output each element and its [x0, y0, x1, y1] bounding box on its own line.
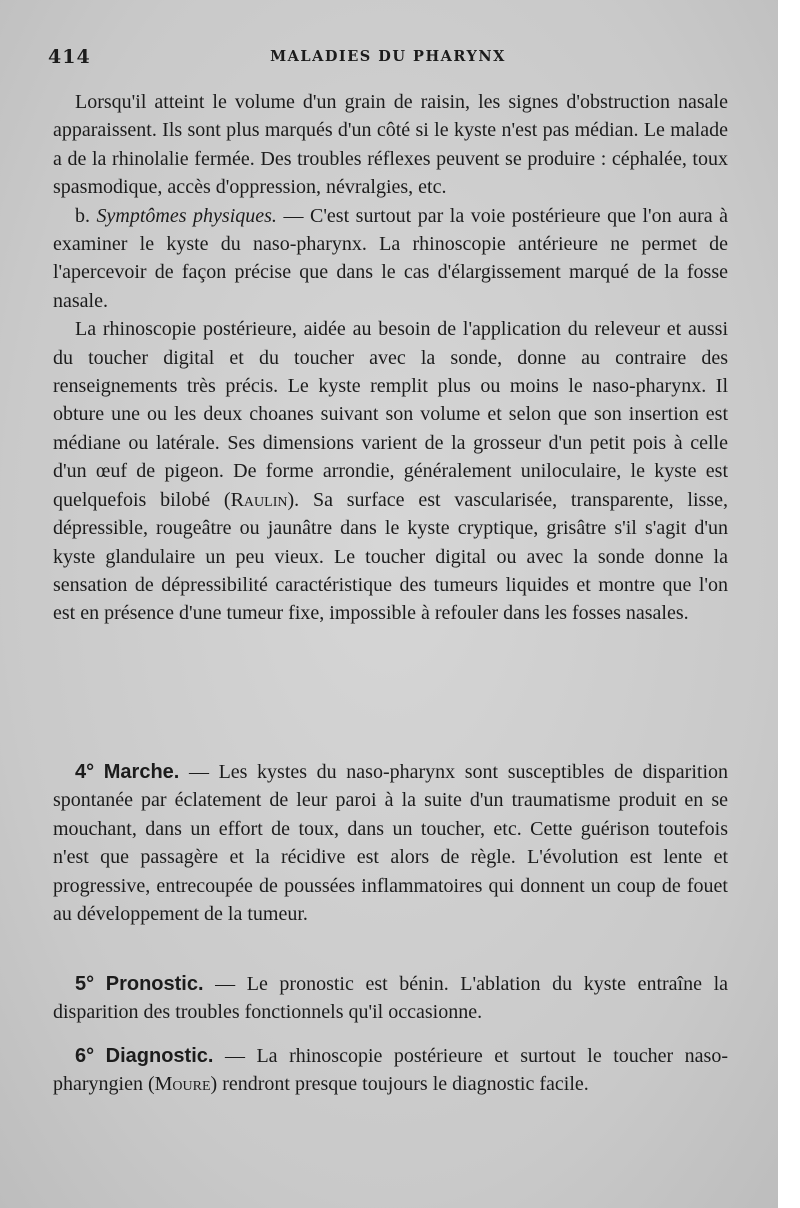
section-title: Diagnostic. [105, 1045, 214, 1067]
section-title: Pronostic. [105, 973, 204, 995]
page-number: 414 [48, 46, 91, 68]
section-text: — Le pronostic est bénin. L'ablation du kyste entraîne la disparition des troubles fonctionnels qu'il occasionne. [53, 973, 729, 1024]
paragraph-obstruction: Lorsqu'il atteint le volume d'un grain de raisin, les signes d'obstruction nasale apparaissent. Ils sont plus marqués d'un côté si le kyste n'est pas médian. Le malade a de la rhinolalie fermée. Des troubles réflexes peuvent se produire : céphalée, toux spasmodique, accès d'oppression, névralgies, etc. [53, 91, 728, 199]
paragraph-text: — C'est surtout par la voie postérieure que l'on aura à examiner le kyste du naso-pharynx. La rhinoscopie antérieure ne permet de l'apercevoir de façon précise que dans le cas d'élargissement marqué de la fosse nasale. [53, 204, 729, 312]
paragraph-diagnostic [53, 1042, 728, 1099]
section-number: 4° [75, 761, 95, 783]
section-text-tail: ) rendront presque toujours le diagnostic facile. [210, 1073, 589, 1096]
body-text-top [53, 88, 728, 628]
paragraph-pronostic [53, 970, 728, 1027]
paragraph-symptomes-physiques [53, 202, 728, 316]
paragraph-text-tail: ). Sa surface est vascularisée, transparente, lisse, dépressible, rougeâtre ou jaunâtre dans le kyste cryptique, grisâtre s'il s'agit d'un kyste glandulaire un peu vieux. Le toucher digital ou avec la sonde donne la sensation de dépressibilité caractéristique des tumeurs liquides et montre que l'on est en présence d'une tumeur fixe, impossible à refouler dans les fosses nasales. [53, 488, 728, 625]
paragraph-rhinoscopie [53, 315, 728, 627]
page-header [48, 46, 728, 70]
author-citation: Raulin [230, 488, 288, 511]
section-title: Marche. [103, 761, 180, 783]
section-diagnostic [53, 1042, 728, 1099]
author-citation: Moure [154, 1073, 211, 1096]
section-number: 5° [75, 973, 95, 995]
paragraph-prefix: b. [75, 204, 97, 227]
section-text: — La rhinoscopie postérieure et surtout le toucher naso-pharyngien ( [53, 1045, 729, 1096]
section-pronostic [53, 970, 728, 1027]
section-number: 6° [75, 1045, 95, 1067]
running-title: MALADIES DU PHARYNX [270, 48, 506, 65]
paragraph-marche [53, 758, 728, 928]
subsection-label: Symptômes physiques. [96, 204, 277, 227]
section-marche [53, 758, 728, 928]
paragraph-text: La rhinoscopie postérieure, aidée au besoin de l'application du releveur et aussi du toucher digital et du toucher avec la sonde, donne au contraire des renseignements très précis. Le kyste remplit plus ou moins le naso-pharynx. Il obture une ou les deux choanes suivant son volume et selon que son insertion est médiane ou latérale. Ses dimensions varient de la grosseur d'un petit pois à celle d'un œuf de pigeon. De forme arrondie, généralement uniloculaire, le kyste est quelquefois bilobé ( [53, 318, 728, 511]
section-text: — Les kystes du naso-pharynx sont susceptibles de disparition spontanée par éclatement de leur paroi à la suite d'un traumatisme produit en se mouchant, dans un effort de toux, dans un toucher, etc. Cette guérison toutefois n'est que passagère et la récidive est alors de règle. L'évolution est lente et progressive, entrecoupée de poussées inflammatoires qui donnent un coup de fouet au développement de la tumeur. [53, 761, 729, 926]
